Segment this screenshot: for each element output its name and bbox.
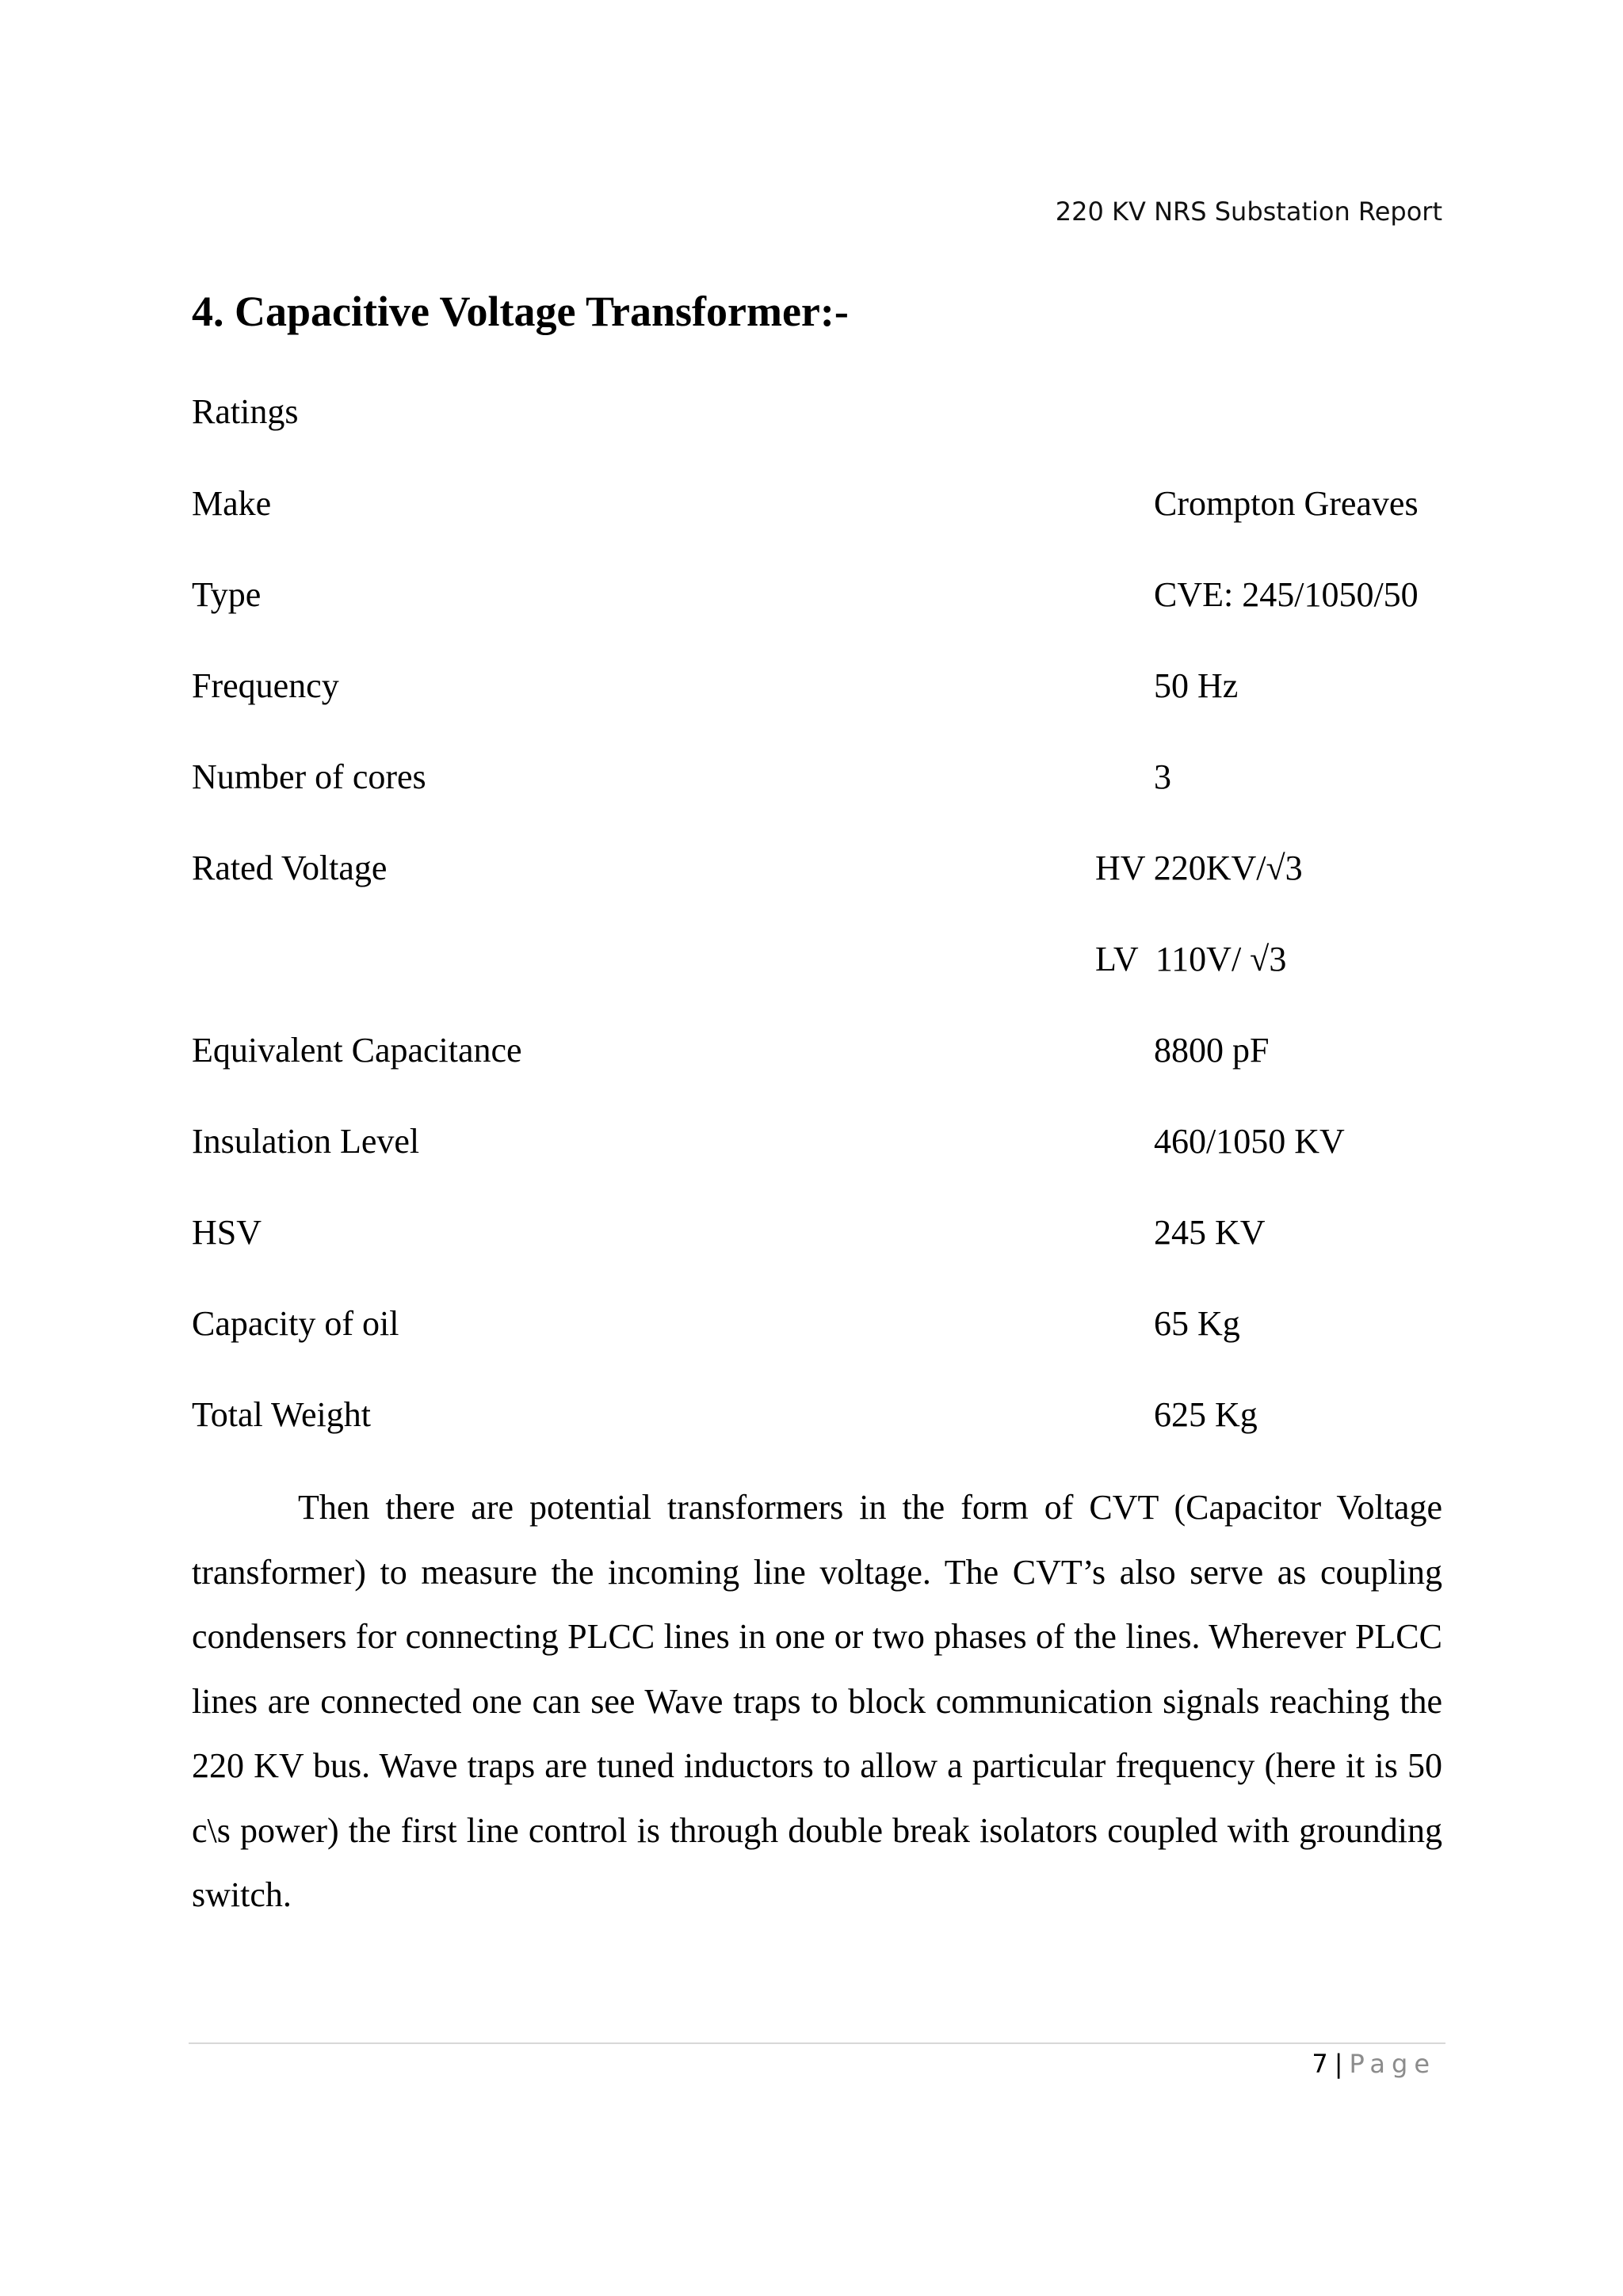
- spec-label: Total Weight: [192, 1395, 371, 1434]
- page-number: 7: [1312, 2049, 1328, 2079]
- body-paragraph: Then there are potential transformers in the form of CVT (Capacitor Voltage transformer) to measure the incoming line voltage. The CVT’s also serve as coupling condensers for connecting PLCC lines in one or two phases of the lines. Wherever PLCC lines are connected one can see Wave traps to block communication signals reaching the 220 KV bus. Wave traps are tuned inductors to allow a particular frequency (here it is 50 c\s power) the first line control is through double break isolators coupled with grounding switch.: [192, 1488, 1442, 1914]
- spec-value: 8800 pF: [1154, 1031, 1270, 1070]
- spec-row-total-weight: [0, 1394, 1623, 1439]
- spec-value: 50 Hz: [1154, 666, 1239, 705]
- spec-label: HSV: [192, 1213, 262, 1252]
- page-footer: [1312, 2049, 1436, 2079]
- spec-label: Make: [192, 484, 272, 523]
- spec-row-capacity-of-oil: [0, 1303, 1623, 1348]
- spec-value: HV 220KV/√3: [1095, 849, 1303, 887]
- spec-row-type: [0, 574, 1623, 619]
- spec-row-equivalent-capacitance: [0, 1030, 1623, 1074]
- spec-value: 3: [1154, 757, 1171, 796]
- spec-row-make: [0, 483, 1623, 528]
- spec-label: Rated Voltage: [192, 849, 388, 887]
- page-separator: |: [1334, 2049, 1343, 2079]
- spec-row-rated-voltage-hv: [0, 848, 1623, 892]
- spec-value: 65 Kg: [1154, 1304, 1240, 1343]
- spec-label: Insulation Level: [192, 1122, 420, 1161]
- spec-value: 460/1050 KV: [1154, 1122, 1345, 1161]
- running-header: 220 KV NRS Substation Report: [1055, 196, 1442, 227]
- spec-label: Number of cores: [192, 757, 426, 796]
- page-word: Page: [1349, 2049, 1436, 2079]
- footer-divider: [189, 2042, 1445, 2044]
- spec-value: 245 KV: [1154, 1213, 1266, 1252]
- spec-row-rated-voltage-lv: [0, 939, 1623, 983]
- section-title: 4. Capacitive Voltage Transformer:-: [192, 288, 849, 335]
- spec-row-number-of-cores: [0, 757, 1623, 801]
- spec-row-insulation-level: [0, 1121, 1623, 1165]
- spec-label: Type: [192, 575, 262, 614]
- spec-row-hsv: [0, 1212, 1623, 1257]
- spec-row-frequency: [0, 666, 1623, 710]
- spec-label: Frequency: [192, 666, 339, 705]
- spec-value: CVE: 245/1050/50: [1154, 575, 1419, 614]
- spec-label: Capacity of oil: [192, 1304, 399, 1343]
- spec-value: LV 110V/ √3: [1095, 940, 1287, 978]
- spec-value: Crompton Greaves: [1154, 484, 1419, 523]
- spec-value: 625 Kg: [1154, 1395, 1258, 1434]
- ratings-label: Ratings: [192, 392, 299, 431]
- spec-label: Equivalent Capacitance: [192, 1031, 522, 1070]
